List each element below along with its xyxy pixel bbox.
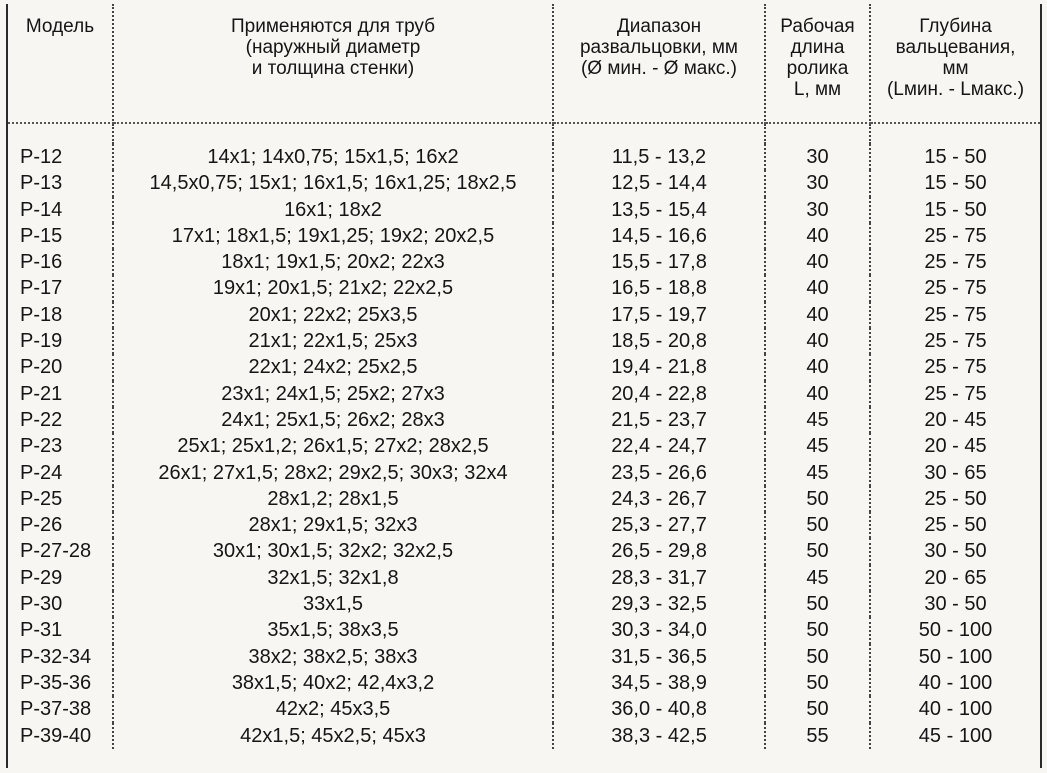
table-row	[8, 591, 1040, 617]
cell-range: 19,4 - 21,8	[553, 354, 765, 380]
cell-depth: 50 - 100	[918, 645, 993, 668]
cell-pipes: 14x1; 14x0,75; 15x1,5; 16x2	[113, 144, 553, 170]
cell-range: 22,4 - 24,7	[553, 433, 765, 459]
cell-depth: 40 - 100	[918, 671, 993, 694]
cell-length: 30	[765, 197, 870, 223]
cell-range: 28,3 - 31,7	[553, 565, 765, 591]
header-length-line: длина	[790, 37, 845, 58]
header-range-line: развальцовки, мм	[579, 37, 738, 58]
cell-length: 45	[765, 460, 870, 486]
cell-pipes: 35x1,5; 38x3,5	[113, 617, 553, 643]
spacer-row	[8, 123, 1040, 144]
cell-range: 18,5 - 20,8	[553, 328, 765, 354]
table-row	[8, 275, 1040, 301]
cell-length: 45	[765, 407, 870, 433]
header-depth-line: Глубина	[919, 16, 992, 37]
table-row	[8, 460, 1040, 486]
cell-range: 30,3 - 34,0	[553, 617, 765, 643]
header-length	[765, 4, 870, 123]
cell-model: P-29	[8, 565, 113, 591]
spacer-cell	[8, 123, 113, 144]
table-row	[8, 354, 1040, 380]
cell-model: P-17	[8, 275, 113, 301]
cell-depth: 25 - 75	[924, 277, 987, 300]
cell-pipes: 16x1; 18x2	[113, 197, 553, 223]
table-row	[8, 538, 1040, 564]
cell-pipes: 22x1; 24x2; 25x2,5	[113, 354, 553, 380]
cell-depth: 40 - 100	[918, 698, 993, 721]
cell-length: 50	[765, 644, 870, 670]
cell-depth: 20 - 45	[924, 408, 987, 431]
cell-length: 40	[765, 275, 870, 301]
spacer-cell	[765, 123, 870, 144]
cell-model: P-39-40	[8, 723, 113, 749]
cell-range: 15,5 - 17,8	[553, 249, 765, 275]
cell-range: 13,5 - 15,4	[553, 197, 765, 223]
table-row	[8, 302, 1040, 328]
cell-length: 50	[765, 512, 870, 538]
cell-pipes: 30x1; 30x1,5; 32x2; 32x2,5	[113, 538, 553, 564]
cell-length: 50	[765, 617, 870, 643]
header-depth-line: мм	[942, 58, 969, 79]
table-row	[8, 170, 1040, 196]
cell-pipes: 38x2; 38x2,5; 38x3	[113, 644, 553, 670]
header-length-line: ролика	[786, 58, 849, 79]
cell-range: 23,5 - 26,6	[553, 460, 765, 486]
cell-model: P-37-38	[8, 696, 113, 722]
header-pipes-line: (наружный диаметр	[245, 37, 421, 58]
cell-model: P-31	[8, 617, 113, 643]
specs-table	[8, 4, 1040, 749]
cell-depth: 30 - 50	[924, 593, 987, 616]
cell-pipes: 20x1; 22x2; 25x3,5	[113, 302, 553, 328]
header-model-line: Модель	[25, 16, 95, 37]
cell-depth: 25 - 50	[924, 487, 987, 510]
cell-model: P-20	[8, 354, 113, 380]
cell-pipes: 18x1; 19x1,5; 20x2; 22x3	[113, 249, 553, 275]
cell-depth: 25 - 50	[924, 514, 987, 537]
cell-range: 29,3 - 32,5	[553, 591, 765, 617]
table-row	[8, 723, 1040, 749]
cell-model: P-23	[8, 433, 113, 459]
cell-pipes: 32x1,5; 32x1,8	[113, 565, 553, 591]
cell-pipes: 19x1; 20x1,5; 21x2; 22x2,5	[113, 275, 553, 301]
cell-model: P-26	[8, 512, 113, 538]
cell-pipes: 42x2; 45x3,5	[113, 696, 553, 722]
cell-length: 40	[765, 354, 870, 380]
cell-length: 40	[765, 249, 870, 275]
cell-range: 11,5 - 13,2	[553, 144, 765, 170]
cell-range: 17,5 - 19,7	[553, 302, 765, 328]
table-body	[8, 123, 1040, 749]
cell-model: P-35-36	[8, 670, 113, 696]
cell-length: 50	[765, 670, 870, 696]
table-row	[8, 433, 1040, 459]
cell-pipes: 42x1,5; 45x2,5; 45x3	[113, 723, 553, 749]
cell-model: P-22	[8, 407, 113, 433]
header-model	[8, 4, 113, 123]
cell-depth: 20 - 45	[924, 435, 987, 458]
cell-range: 14,5 - 16,6	[553, 223, 765, 249]
cell-depth: 25 - 75	[924, 382, 987, 405]
header-range-line: Диапазон	[616, 16, 702, 37]
table-row	[8, 407, 1040, 433]
cell-model: P-21	[8, 381, 113, 407]
spacer-cell	[113, 123, 553, 144]
cell-pipes: 25x1; 25x1,2; 26x1,5; 27x2; 28x2,5	[113, 433, 553, 459]
header-pipes-line: Применяются для труб	[230, 16, 436, 37]
cell-model: P-16	[8, 249, 113, 275]
table-row	[8, 670, 1040, 696]
header-length-line: L, мм	[793, 79, 842, 100]
table-row	[8, 565, 1040, 591]
header-length-line: Рабочая	[780, 16, 855, 37]
cell-depth: 15 - 50	[924, 198, 987, 221]
table-row	[8, 223, 1040, 249]
header-range-line: (Ø мин. - Ø макс.)	[580, 58, 738, 79]
header-depth-line: (Lмин. - Lмакс.)	[886, 79, 1025, 100]
cell-depth: 30 - 50	[924, 540, 987, 563]
cell-length: 50	[765, 486, 870, 512]
cell-range: 16,5 - 18,8	[553, 275, 765, 301]
cell-model: P-25	[8, 486, 113, 512]
cell-pipes: 14,5x0,75; 15x1; 16x1,5; 16x1,25; 18x2,5	[113, 170, 553, 196]
cell-length: 30	[765, 170, 870, 196]
cell-depth: 15 - 50	[924, 146, 987, 168]
cell-length: 40	[765, 302, 870, 328]
cell-length: 45	[765, 565, 870, 591]
cell-model: P-12	[8, 144, 113, 170]
header-pipes	[113, 4, 553, 123]
cell-model: P-32-34	[8, 644, 113, 670]
table-row	[8, 249, 1040, 275]
cell-length: 40	[765, 223, 870, 249]
cell-model: P-24	[8, 460, 113, 486]
table-row	[8, 144, 1040, 170]
cell-depth: 15 - 50	[924, 172, 987, 195]
cell-depth: 20 - 65	[924, 566, 987, 589]
cell-range: 25,3 - 27,7	[553, 512, 765, 538]
table-row	[8, 381, 1040, 407]
cell-model: P-13	[8, 170, 113, 196]
header-row	[8, 4, 1040, 123]
table-row	[8, 486, 1040, 512]
cell-pipes: 28x1; 29x1,5; 32x3	[113, 512, 553, 538]
cell-pipes: 33x1,5	[113, 591, 553, 617]
table-row	[8, 197, 1040, 223]
cell-pipes: 23x1; 24x1,5; 25x2; 27x3	[113, 381, 553, 407]
cell-length: 50	[765, 538, 870, 564]
cell-length: 45	[765, 433, 870, 459]
cell-range: 31,5 - 36,5	[553, 644, 765, 670]
cell-range: 12,5 - 14,4	[553, 170, 765, 196]
header-depth	[870, 4, 1040, 123]
cell-depth: 25 - 75	[924, 224, 987, 247]
cell-model: P-19	[8, 328, 113, 354]
cell-length: 40	[765, 328, 870, 354]
cell-pipes: 38x1,5; 40x2; 42,4x3,2	[113, 670, 553, 696]
scanned-sheet	[6, 4, 1042, 768]
cell-range: 20,4 - 22,8	[553, 381, 765, 407]
header-depth-line: вальцевания,	[895, 37, 1016, 58]
header-pipes-line: и толщина стенки)	[251, 58, 415, 79]
cell-range: 38,3 - 42,5	[553, 723, 765, 749]
cell-pipes: 17x1; 18x1,5; 19x1,25; 19x2; 20x2,5	[113, 223, 553, 249]
cell-range: 24,3 - 26,7	[553, 486, 765, 512]
cell-depth: 25 - 75	[924, 251, 987, 274]
spacer-cell	[553, 123, 765, 144]
cell-depth: 30 - 65	[924, 461, 987, 484]
cell-length: 30	[765, 144, 870, 170]
cell-range: 34,5 - 38,9	[553, 670, 765, 696]
table-row	[8, 644, 1040, 670]
cell-depth: 25 - 75	[924, 356, 987, 379]
cell-length: 55	[765, 723, 870, 749]
table-row	[8, 696, 1040, 722]
cell-depth: 25 - 75	[924, 303, 987, 326]
cell-model: P-15	[8, 223, 113, 249]
cell-length: 50	[765, 591, 870, 617]
cell-pipes: 21x1; 22x1,5; 25x3	[113, 328, 553, 354]
cell-range: 26,5 - 29,8	[553, 538, 765, 564]
cell-range: 36,0 - 40,8	[553, 696, 765, 722]
cell-model: P-14	[8, 197, 113, 223]
cell-model: P-18	[8, 302, 113, 328]
cell-length: 50	[765, 696, 870, 722]
cell-length: 40	[765, 381, 870, 407]
cell-depth: 50 - 100	[918, 619, 993, 642]
cell-range: 21,5 - 23,7	[553, 407, 765, 433]
table-row	[8, 512, 1040, 538]
cell-pipes: 28x1,2; 28x1,5	[113, 486, 553, 512]
cell-depth: 45 - 100	[918, 724, 993, 747]
cell-model: P-30	[8, 591, 113, 617]
spacer-cell	[870, 123, 1040, 144]
table-row	[8, 617, 1040, 643]
header-range	[553, 4, 765, 123]
cell-model: P-27-28	[8, 538, 113, 564]
table-row	[8, 328, 1040, 354]
cell-pipes: 24x1; 25x1,5; 26x2; 28x3	[113, 407, 553, 433]
cell-depth: 25 - 75	[924, 330, 987, 353]
cell-pipes: 26x1; 27x1,5; 28x2; 29x2,5; 30x3; 32x4	[113, 460, 553, 486]
